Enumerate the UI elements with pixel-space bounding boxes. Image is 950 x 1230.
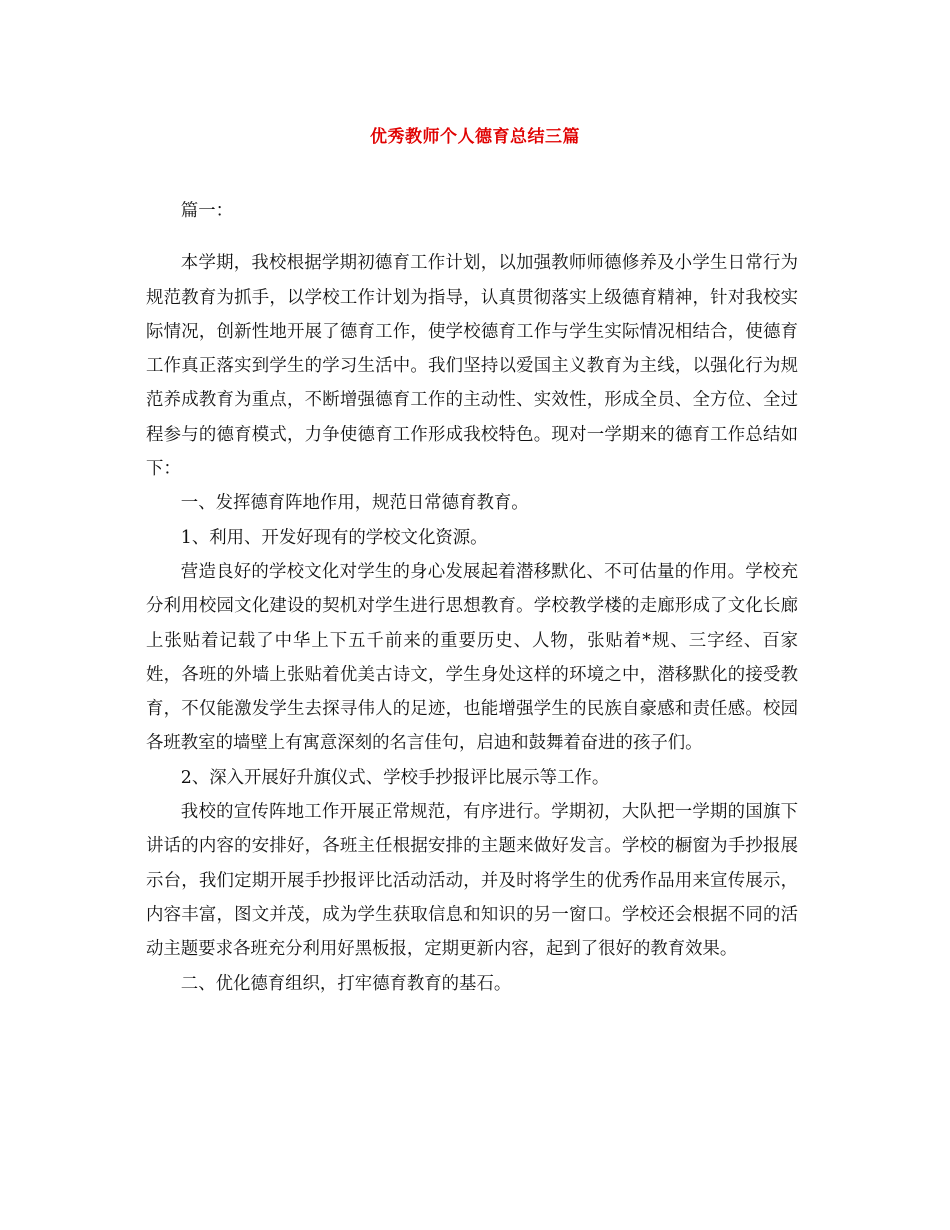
section-label: 篇一： bbox=[180, 201, 233, 221]
culture-paragraph: 营造良好的学校文化对学生的身心发展起着潜移默化、不可估量的作用。学校充分利用校园文化建设的契机对学生进行思想教育。学校教学楼的走廊形成了文化长廊上张贴着记载了中华上下五千前来的重要历史、人物，张贴着*规、三字经、百家姓，各班的外墙上张贴着优美古诗文，学生身处这样的环境之中，潜移默化的接受教育，不仅能激发学生去探寻伟人的足迹，也能增强学生的民族自豪感和责任感。校园各班教室的墙壁上有寓意深刻的名言佳句，启迪和鼓舞着奋进的孩子们。 bbox=[146, 561, 798, 754]
document-body bbox=[146, 194, 798, 1001]
heading-two: 二、优化德育组织，打牢德育教育的基石。 bbox=[180, 973, 512, 994]
subheading-one: 1、利用、开发好现有的学校文化资源。 bbox=[180, 527, 488, 548]
publicity-paragraph: 我校的宣传阵地工作开展正常规范，有序进行。学期初，大队把一学期的国旗下讲话的内容的安排好，各班主任根据安排的主题来做好发言。学校的橱窗为手抄报展示台，我们定期开展手抄报评比活动活动，并及时将学生的优秀作品用来宣传展示，内容丰富，图文并茂，成为学生获取信息和知识的另一窗口。学校还会根据不同的活动主题要求各班充分利用好黑板报，定期更新内容，起到了很好的教育效果。 bbox=[146, 802, 798, 960]
heading-one: 一、发挥德育阵地作用，规范日常德育教育。 bbox=[180, 493, 529, 514]
subheading-two: 2、深入开展好升旗仪式、学校手抄报评比展示等工作。 bbox=[180, 767, 610, 788]
intro-paragraph: 本学期，我校根据学期初德育工作计划，以加强教师师德修养及小学生日常行为规范教育为抓手，以学校工作计划为指导，认真贯彻落实上级德育精神，针对我校实际情况，创新性地开展了德育工作，使学校德育工作与学生实际情况相结合，使德育工作真正落实到学生的学习生活中。我们坚持以爱国主义教育为主线，以强化行为规范养成教育为重点，不断增强德育工作的主动性、实效性，形成全员、全方位、全过程参与的德育模式，力争使德育工作形成我校特色。现对一学期来的德育工作总结如下： bbox=[146, 253, 798, 480]
document-title: 优秀教师个人德育总结三篇 bbox=[370, 127, 580, 147]
